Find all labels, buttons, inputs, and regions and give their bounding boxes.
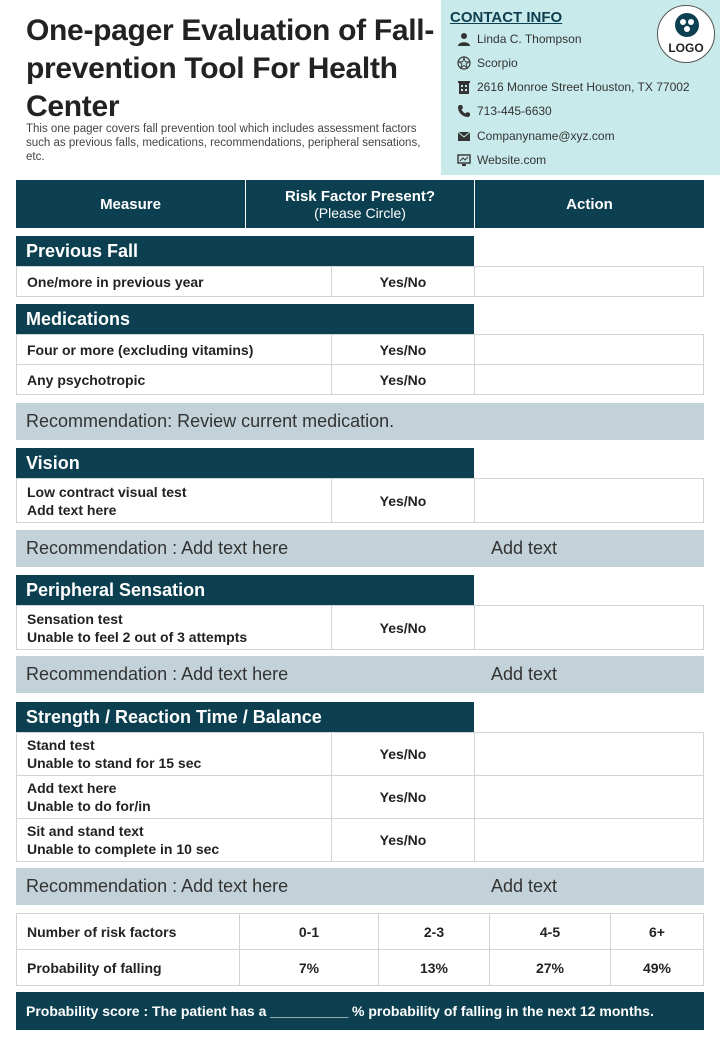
header-measure-label: Measure: [100, 195, 161, 213]
risk-factors-cell: 0-1: [240, 914, 379, 950]
logo-text: LOGO: [668, 41, 704, 55]
risk-factors-label: Number of risk factors: [17, 914, 240, 950]
contact-panel: [441, 0, 720, 175]
company-logo: [657, 5, 715, 63]
action-cell[interactable]: [475, 365, 703, 394]
table-row: [16, 605, 704, 650]
table-row: [17, 914, 704, 950]
probability-score-bar: Probability score : The patient has a __________ % probability of falling in the next 12 months.: [16, 992, 704, 1030]
measure-text: One/more in previous year: [27, 273, 204, 290]
contact-name-row: [457, 30, 582, 48]
measure-text: Four or more (excluding vitamins): [27, 341, 254, 358]
measure-text: Low contract visual test: [27, 483, 187, 500]
recommendation-medications: [16, 403, 704, 440]
section-medications: Medications: [16, 304, 474, 334]
action-cell[interactable]: [475, 335, 703, 364]
building-icon: [457, 80, 471, 94]
action-cell[interactable]: [475, 733, 703, 775]
probability-cell: 13%: [379, 950, 490, 986]
risk-cell[interactable]: Yes/No: [332, 776, 475, 818]
contact-website-row: [457, 151, 546, 169]
section-vision: Vision: [16, 448, 474, 478]
risk-probability-table: [16, 913, 704, 986]
measure-subtext: Unable to feel 2 out of 3 attempts: [27, 628, 248, 645]
risk-cell[interactable]: Yes/No: [332, 365, 475, 394]
recommendation-text: Recommendation: Review current medication.: [26, 411, 395, 431]
recommendation-text: Recommendation : Add text here: [26, 664, 289, 684]
contact-sign: Scorpio: [477, 56, 518, 70]
contact-website[interactable]: Website.com: [477, 153, 547, 167]
measure-cell: [17, 365, 332, 394]
contact-address-row: [457, 78, 690, 96]
header-risk: [246, 180, 475, 228]
person-icon: [457, 32, 471, 46]
table-row: [16, 775, 704, 819]
risk-factors-cell: 4-5: [490, 914, 611, 950]
phone-icon: [457, 104, 471, 118]
table-row: [16, 818, 704, 862]
header-measure: [16, 180, 246, 228]
envelope-icon: [457, 129, 471, 143]
action-cell[interactable]: [475, 819, 703, 861]
contact-email-row: [457, 127, 615, 145]
action-cell[interactable]: [475, 267, 703, 296]
recommendation-text: Recommendation : Add text here: [26, 538, 289, 558]
risk-cell[interactable]: Yes/No: [332, 335, 475, 364]
measure-cell: [17, 819, 332, 861]
contact-phone-row: [457, 102, 552, 120]
risk-factors-cell: 6+: [611, 914, 704, 950]
risk-cell[interactable]: Yes/No: [332, 267, 475, 296]
section-strength: Strength / Reaction Time / Balance: [16, 702, 474, 732]
measure-cell: [17, 335, 332, 364]
probability-cell: 49%: [611, 950, 704, 986]
table-row: [16, 478, 704, 523]
measure-subtext: Unable to do for/in: [27, 798, 151, 814]
risk-cell[interactable]: Yes/No: [332, 733, 475, 775]
action-cell[interactable]: [475, 776, 703, 818]
table-row: [16, 732, 704, 776]
monitor-icon: [457, 153, 471, 167]
table-row: [16, 364, 704, 395]
probability-cell: 27%: [490, 950, 611, 986]
risk-factors-cell: 2-3: [379, 914, 490, 950]
measure-text: Add text here: [27, 780, 117, 796]
measure-subtext: Add text here: [27, 501, 117, 518]
contact-name: Linda C. Thompson: [477, 32, 582, 46]
table-row: [16, 266, 704, 297]
risk-cell[interactable]: Yes/No: [332, 606, 475, 649]
measure-text: Any psychotropic: [27, 371, 146, 388]
measure-text: Sensation test: [27, 610, 123, 627]
measure-subtext: Unable to complete in 10 sec: [27, 841, 220, 857]
contact-sign-row: [457, 54, 518, 72]
probability-cell: 7%: [240, 950, 379, 986]
measure-subtext: Unable to stand for 15 sec: [27, 755, 202, 771]
section-peripheral-sensation: Peripheral Sensation: [16, 575, 474, 605]
measure-cell: [17, 733, 332, 775]
header-risk-sublabel: (Please Circle): [314, 204, 406, 221]
measure-text: Sit and stand text: [27, 823, 144, 839]
recommendation-action: Add text: [491, 664, 558, 684]
page-subtitle: This one pager covers fall prevention tool which includes assessment factors such as previous falls, medications, recommendations, peripheral sensations, etc.: [26, 123, 421, 163]
action-cell[interactable]: [475, 606, 703, 649]
recommendation-text: Recommendation : Add text here: [26, 876, 289, 896]
table-row: [17, 950, 704, 986]
table-row: [16, 334, 704, 365]
measure-text: Stand test: [27, 737, 95, 753]
page-title: One-pager Evaluation of Fall-prevention Tool For Health Center: [26, 14, 435, 123]
risk-cell[interactable]: Yes/No: [332, 479, 475, 522]
action-cell[interactable]: [475, 479, 703, 522]
measure-cell: [17, 479, 332, 522]
contact-email[interactable]: Companyname@xyz.com: [477, 129, 615, 143]
contact-phone: 713-445-6630: [477, 104, 552, 118]
table-header: [16, 180, 704, 228]
recommendation-vision: [16, 530, 704, 567]
probability-label: Probability of falling: [17, 950, 240, 986]
recommendation-strength: [16, 868, 704, 905]
contact-address: 2616 Monroe Street Houston, TX 77002: [477, 80, 690, 94]
header-risk-label: Risk Factor Present?: [284, 187, 436, 205]
recommendation-action: Add text: [491, 876, 558, 896]
header-action-label: Action: [566, 195, 613, 213]
section-previous-fall: Previous Fall: [16, 236, 474, 266]
recommendation-peripheral: [16, 656, 704, 693]
measure-cell: [17, 267, 332, 296]
risk-cell[interactable]: Yes/No: [332, 819, 475, 861]
zodiac-icon: [457, 56, 471, 70]
header-action: [475, 180, 704, 228]
logo-icon: [674, 12, 700, 38]
measure-cell: [17, 776, 332, 818]
contact-heading: CONTACT INFO: [450, 9, 563, 26]
measure-cell: [17, 606, 332, 649]
recommendation-action: Add text: [491, 538, 558, 558]
